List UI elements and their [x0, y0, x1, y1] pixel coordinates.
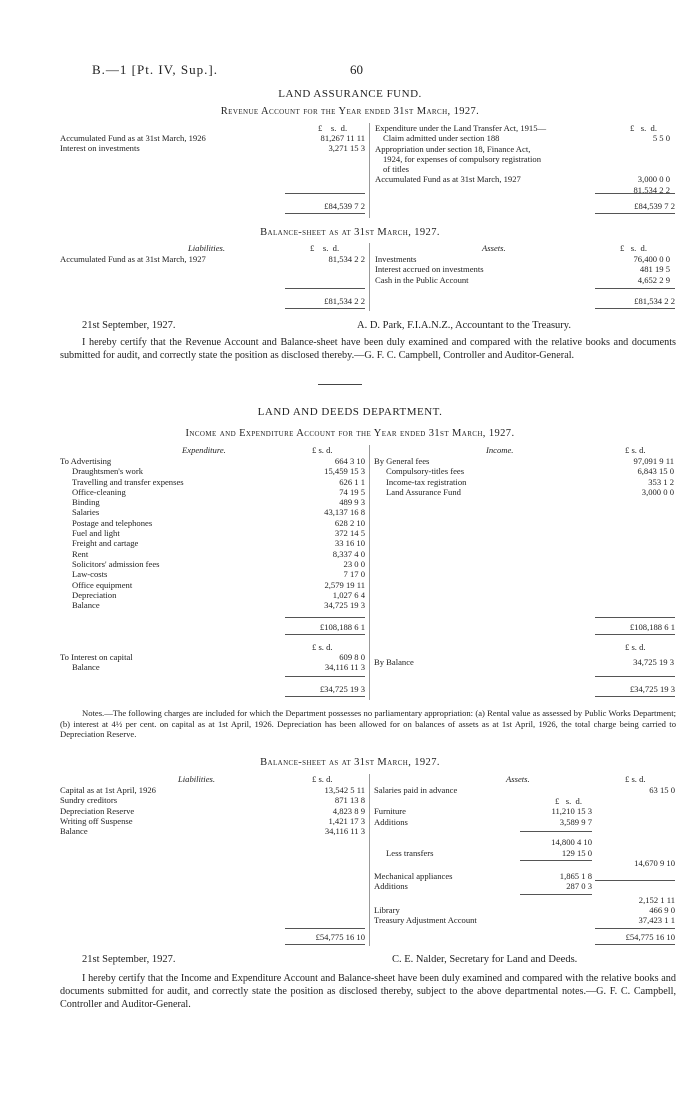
ldd-asset-library: Library	[374, 905, 400, 915]
laf-rev-total-right: £84,539 7 2	[634, 201, 675, 211]
ldd-assets-head: Assets.	[506, 774, 530, 784]
laf-rev-total-left: £84,539 7 2	[324, 201, 365, 211]
laf-certificate: I hereby certify that the Revenue Account and Balance-sheet have been duly examined and compared with the relative books and documents submitted for audit, and correctly state the position as disclosed thereby.—G. F. C. Campbell, Controller and Auditor-General.	[60, 337, 676, 361]
laf-bs-total-right: £81,534 2 2	[634, 296, 675, 306]
laf-revenue-table: £ s. d. £ s. d.	[318, 123, 657, 133]
laf-rev-left-row: Accumulated Fund as at 31st March, 1926 81,267 11 11	[60, 133, 365, 143]
laf-rev-right: Expenditure under the Land Transfer Act, 1915— Claim admitted under section 188 5 5 0 Appropriation under section 18, Finance Act, 1924, for expenses of compulsory registration of titles Accumulated Fund as at 31st March, 1927 3,000 0 0 81,534 2 2	[375, 123, 670, 195]
ldd-exp-row: Salaries 43,137 16 8	[72, 507, 365, 518]
ldd-inc-row: Land Assurance Fund 3,000 0 0	[386, 486, 674, 497]
ldd-inc-row: By General fees 97,091 9 11	[374, 456, 674, 466]
ldd-exp-row: Balance 34,725 19 3	[72, 600, 365, 611]
ldd-expenditure-list	[60, 456, 370, 610]
ldd-asset-sub1: 14,800 4 10	[551, 837, 592, 847]
ldd-app-total-right: £34,725 19 3	[629, 684, 675, 694]
ldd-exp-row: Depreciation 1,027 6 4	[72, 589, 365, 600]
ldd-asset-salaries-amt: 63 15 0	[649, 785, 675, 795]
ldd-asset-less-transfers-amt: 129 15 0	[561, 848, 592, 858]
ldd-asset-additions-1: Additions	[374, 817, 408, 827]
ldd-asset-less-transfers: Less transfers	[386, 848, 434, 858]
ldd-exp-row: Law-costs 7 17 0	[72, 569, 365, 580]
ldd-income-head: Income.	[486, 445, 514, 455]
ldd-exp-row: Office-cleaning 74 19 5	[72, 486, 365, 497]
page-number: 60	[350, 62, 363, 77]
ldd-appropriation-left: To Interest on capital 609 8 0 Balance 34,116 11 3	[60, 652, 365, 673]
ldd-asset-net2: 2,152 1 11	[638, 895, 675, 905]
ldd-bs-total-right: £54,775 16 10	[625, 932, 675, 942]
laf-bs-title: Balance-sheet as at 31st March, 1927.	[260, 227, 440, 238]
ldd-title: LAND AND DEEDS DEPARTMENT.	[257, 406, 443, 418]
ldd-asset-treasury: Treasury Adjustment Account	[374, 915, 477, 925]
ldd-ie-total-left: £108,188 6 1	[319, 622, 365, 632]
ldd-exp-row: To Advertising 664 3 10	[60, 456, 365, 466]
laf-bs-right: Investments 76,400 0 0 Interest accrued on investments 481 19 5 Cash in the Public Account 4,652 2 9	[375, 254, 670, 285]
ldd-exp-row: Office equipment 2,579 19 11	[72, 579, 365, 590]
ldd-inc-row: Compulsory-titles fees 6,843 15 0	[386, 466, 674, 477]
ldd-date: 21st September, 1927.	[82, 954, 176, 965]
ldd-asset-treasury-amt: 37,423 1 1	[638, 915, 675, 925]
ldd-exp-row: Solicitors' admission fees 23 0 0	[72, 558, 365, 569]
ldd-asset-additions-2: Additions	[374, 881, 408, 891]
page-reference: B.—1 [Pt. IV, Sup.].	[92, 62, 218, 77]
ldd-asset-net1: 14,670 9 10	[634, 858, 675, 868]
ldd-bs-lsd-right: £ s. d.	[625, 774, 646, 784]
ldd-expenditure-head: Expenditure.	[182, 445, 226, 455]
ldd-inc-row: Income-tax registration 353 1 2	[386, 476, 674, 487]
laf-signature: A. D. Park, F.I.A.N.Z., Accountant to the Treasury.	[357, 320, 571, 331]
ldd-bs-lsd-left: £ s. d.	[312, 774, 333, 784]
ldd-asset-additions-2-amt: 287 0 3	[566, 881, 592, 891]
ldd-asset-mechanical-amt: 1,865 1 8	[559, 871, 592, 881]
laf-assets-head: Assets.	[482, 243, 506, 253]
laf-bs-total-left: £81,534 2 2	[324, 296, 365, 306]
ldd-exp-row: Travelling and transfer expenses 626 1 1	[72, 476, 365, 487]
laf-title: LAND ASSURANCE FUND.	[278, 88, 422, 100]
ldd-lsd-left: £ s. d.	[312, 445, 333, 455]
laf-rev-left-row: Interest on investments 3,271 15 3	[60, 143, 365, 154]
ldd-asset-additions-1-amt: 3,589 9 7	[559, 817, 592, 827]
ldd-exp-row: Postage and telephones 628 2 10	[72, 517, 365, 528]
laf-liabilities-head: Liabilities.	[188, 243, 226, 253]
ldd-bs-liabilities: Capital as at 1st April, 1926 13,542 5 11 Sundry creditors 871 13 8 Depreciation Reserve 4,823 8 9 Writing off Suspense 1,421 17 3 Balance 34,116 11 3	[60, 785, 365, 837]
ldd-asset-salaries: Salaries paid in advance	[374, 785, 458, 795]
ldd-appropriation-right: By Balance 34,725 19 3	[374, 657, 674, 667]
ldd-bs-total-left: £54,775 16 10	[315, 932, 365, 942]
ldd-app-lsd-left: £ s. d.	[312, 642, 333, 652]
ldd-liabilities-head: Liabilities.	[178, 774, 216, 784]
ldd-exp-row: Freight and cartage 33 16 10	[72, 538, 365, 549]
ldd-bs-title: Balance-sheet as at 31st March, 1927.	[260, 757, 440, 768]
ldd-income-list	[374, 456, 679, 497]
ldd-ie-title: Income and Expenditure Account for the Year ended 31st March, 1927.	[185, 428, 515, 439]
laf-bs-left: Accumulated Fund as at 31st March, 1927 81,534 2 2	[60, 254, 365, 264]
ldd-exp-row: Binding 489 9 3	[72, 497, 365, 508]
ldd-notes: Notes.—The following charges are included for which the Department possesses no parliamentary appropriation: (a) Rental value as assessed by Public Works Department; (b) interest at 4½ per cent. on capital as at 1st April, 1926. Depreciation has been allowed for on balances of assets as at 1st April, 1926, the total charge being carried to Depreciation Reserve.	[60, 708, 676, 739]
ldd-asset-mechanical: Mechanical appliances	[374, 871, 453, 881]
ldd-app-total-left: £34,725 19 3	[319, 684, 365, 694]
ldd-certificate: I hereby certify that the Income and Expenditure Account and Balance-sheet have been duly examined and compared with the relative books and documents submitted for audit, and correctly state the position as disclosed thereby, subject to the above departmental notes.—G. F. C. Campbell, Controller and Auditor-General.	[60, 973, 676, 1010]
ldd-asset-library-amt: 466 9 0	[649, 905, 675, 915]
laf-revenue-title: Revenue Account for the Year ended 31st March, 1927.	[220, 106, 480, 117]
ldd-exp-row: Fuel and light 372 14 5	[72, 528, 365, 539]
laf-date: 21st September, 1927.	[82, 320, 176, 331]
ldd-exp-row: Draughtsmen's work 15,459 15 3	[72, 466, 365, 477]
ldd-asset-furniture-amt: 11,210 15 3	[551, 806, 592, 816]
ldd-lsd-right: £ s. d.	[625, 445, 646, 455]
ldd-app-lsd-right: £ s. d.	[625, 642, 646, 652]
laf-rev-left	[60, 133, 365, 154]
ldd-ie-total-right: £108,188 6 1	[629, 622, 675, 632]
ldd-exp-row: Rent 8,337 4 0	[72, 548, 365, 559]
ldd-signature: C. E. Nalder, Secretary for Land and Deeds.	[392, 954, 578, 965]
ldd-asset-furniture: Furniture	[374, 806, 406, 816]
